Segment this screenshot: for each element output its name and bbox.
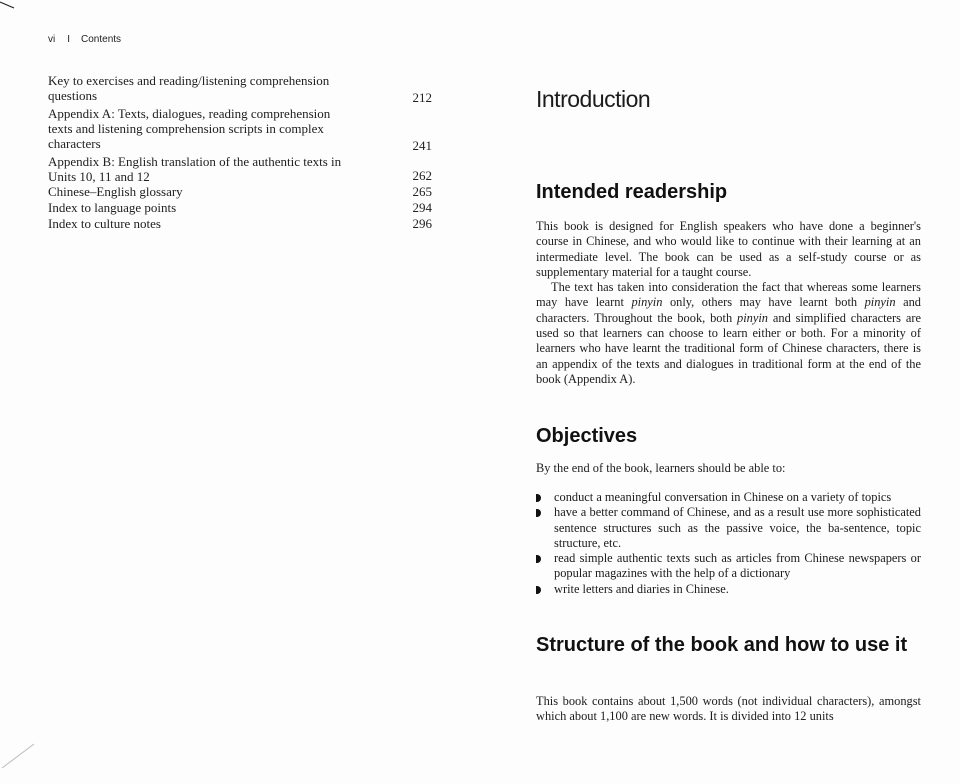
toc-entry-page: 212	[412, 90, 432, 105]
bullet-icon	[536, 586, 541, 594]
readership-text	[536, 219, 921, 387]
toc-entry[interactable]	[48, 73, 440, 106]
readership-paragraph-1: This book is designed for English speakers who have done a beginner's course in Chinese, and who would like to continue with their learning at an intermediate level. The book can be used as a self-study course or as supplementary material for a taught course.	[536, 219, 921, 279]
toc-entry-page: 262	[412, 168, 432, 183]
bullet-icon	[536, 555, 541, 563]
objectives-lead: By the end of the book, learners should be able to:	[536, 461, 786, 475]
structure-paragraph-1: This book contains about 1,500 words (not individual characters), amongst which about 1,100 are new words. It is divided into 12 units	[536, 694, 921, 724]
list-item: have a better command of Chinese, and as a result use more sophisticated sentence structures such as the passive voice, the ba-sentence, topic structure, etc.	[536, 505, 921, 551]
running-head-section: Contents	[81, 34, 122, 45]
toc-entry-title: Key to exercises and reading/listening comprehension questions	[48, 73, 330, 103]
toc-entry-page: 294	[412, 200, 432, 215]
toc-entry[interactable]	[48, 184, 440, 200]
toc-entry[interactable]	[48, 154, 440, 184]
list-item: read simple authentic texts such as articles from Chinese newspapers or popular magazines with the help of a dictionary	[536, 551, 921, 582]
toc-entry[interactable]	[48, 216, 440, 232]
readership-paragraph-2: The text has taken into consideration the fact that whereas some learners may have learnt pinyin only, others may have learnt both pinyin and characters. Throughout the book, both pinyin and simplified characters are used so that learners can choose to learn either or both. For a minority of learners who have learnt the traditional form of Chinese characters, there is an appendix of the texts and dialogues in traditional form at the end of the book (Appendix A).	[536, 280, 921, 386]
toc-entry-page: 296	[412, 216, 432, 231]
toc-entry-page: 265	[412, 184, 432, 199]
running-head	[48, 34, 121, 45]
toc-entry[interactable]	[48, 200, 440, 216]
list-item: conduct a meaningful conversation in Chinese on a variety of topics	[536, 490, 921, 505]
page-corner-mark	[0, 0, 20, 12]
objectives-text	[536, 461, 921, 476]
running-head-separator: I	[67, 34, 71, 45]
toc-entry-page: 241	[412, 138, 432, 153]
page-title: Introduction	[536, 86, 651, 112]
section-heading-objectives: Objectives	[536, 425, 638, 447]
list-item: write letters and diaries in Chinese.	[536, 582, 921, 597]
structure-text	[536, 694, 921, 725]
toc-entry-title: Appendix B: English translation of the authentic texts in Units 10, 11 and 12	[48, 154, 342, 184]
toc-entry[interactable]	[48, 106, 440, 154]
toc-entry-title: Index to culture notes	[48, 216, 161, 231]
section-heading-structure: Structure of the book and how to use it	[536, 634, 908, 656]
section-heading-readership: Intended readership	[536, 181, 728, 203]
objectives-list	[536, 490, 921, 597]
stray-pencil-mark	[0, 740, 40, 770]
bullet-icon	[536, 494, 541, 502]
toc-entry-title: Index to language points	[48, 200, 177, 215]
toc-entry-title: Appendix A: Texts, dialogues, reading comprehension texts and listening comprehension scripts in complex characters	[48, 106, 331, 151]
table-of-contents	[48, 73, 440, 232]
page-folio: vi	[48, 34, 56, 45]
toc-entry-title: Chinese–English glossary	[48, 184, 183, 199]
bullet-icon	[536, 509, 541, 517]
